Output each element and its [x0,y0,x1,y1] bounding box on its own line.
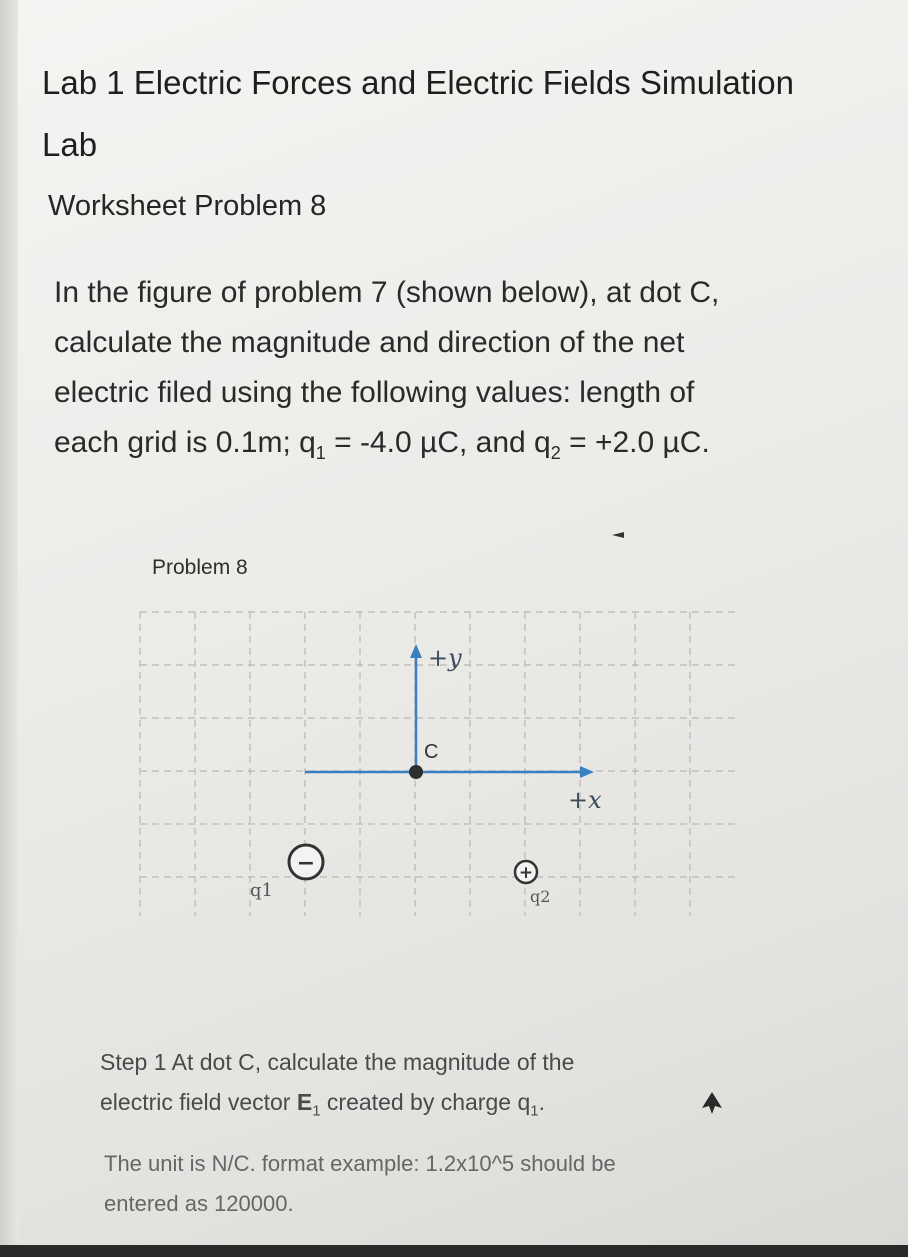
worksheet-title: Worksheet Problem 8 [48,190,327,222]
e1-vector: E [296,1089,313,1115]
q2-subscript: 2 [550,443,561,463]
problem-line-4 [54,418,814,478]
step-1-text-b: electric field vector [100,1089,297,1115]
problem-line-2: calculate the magnitude and direction of the net [54,326,685,359]
figure-label: Problem 8 [152,556,248,579]
step-1-line-1: Step 1 At dot C, calculate the magnitude of the [100,1049,575,1075]
screen-bottom-edge [0,1245,908,1257]
y-axis-arrow-icon [410,644,422,658]
problem-statement [54,268,814,478]
problem-line-4c: = +2.0 µC. [560,426,710,459]
q1-charge-subscript: 1 [530,1102,539,1120]
problem-figure [120,600,760,930]
charge-q2-label: q2 [530,887,551,906]
point-c-label: C [424,741,439,763]
problem-line-3: electric filed using the following values: length of [54,376,695,409]
problem-line-4b: = -4.0 µC, and q [325,426,551,459]
step-1-instructions [100,1042,780,1132]
step-1-line-2 [100,1082,780,1132]
y-axis-label: +y [428,644,462,672]
step-1-text-d: . [538,1089,545,1115]
unit-note-line-2: entered as 120000. [104,1191,294,1216]
charge-q2-sign: + [518,863,534,883]
problem-line-4a: each grid is 0.1m; q [54,426,316,459]
screen-edge [0,0,18,1257]
e1-subscript: 1 [312,1102,321,1120]
page-title: Lab 1 Electric Forces and Electric Fields Simulation Lab [42,64,794,163]
unit-note-line-1: The unit is N/C. format example: 1.2x10^5 should be [104,1151,616,1176]
stray-mark-icon [612,532,624,538]
x-axis-arrow-icon [580,766,594,778]
charge-q1-label: q1 [250,880,273,901]
x-axis-label: +x [568,786,602,814]
unit-format-note [104,1144,824,1224]
problem-line-1: In the figure of problem 7 (shown below), at dot C, [54,276,720,309]
q1-subscript: 1 [315,443,326,463]
charge-q1-sign: − [296,851,316,876]
mouse-pointer-icon [700,1090,724,1116]
step-1-text-c: created by charge q [320,1089,531,1115]
point-c-dot [409,765,423,779]
